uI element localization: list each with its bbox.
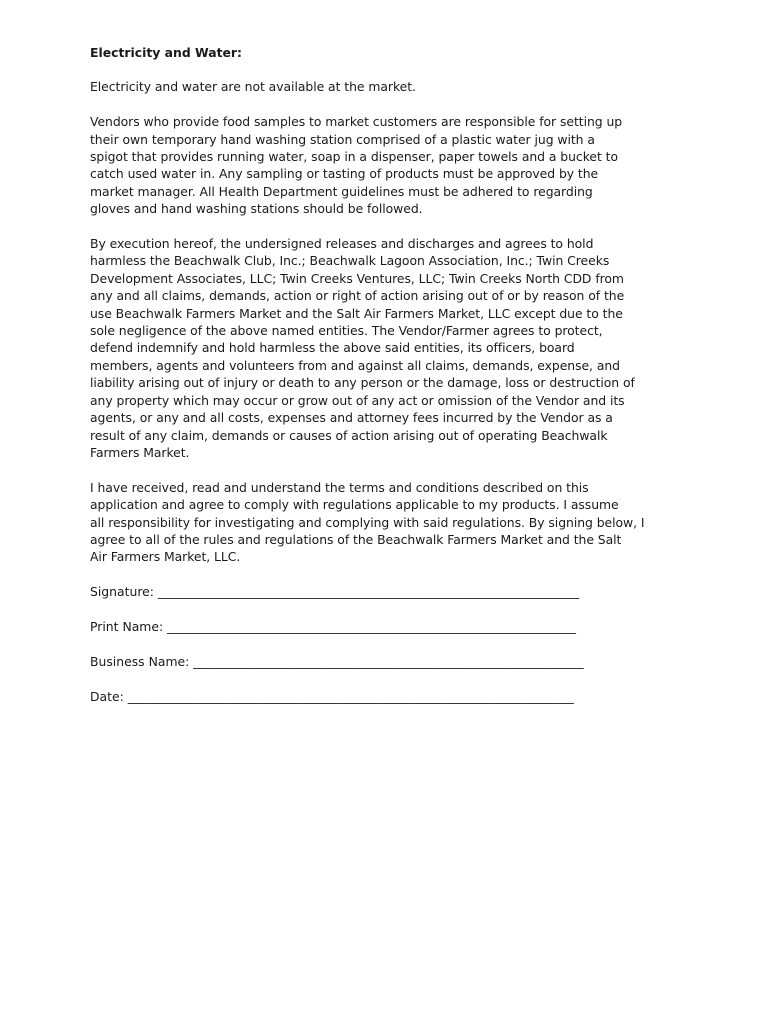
text-line: catch used water in. Any sampling or tasting of products must be approved by the: [90, 166, 599, 182]
text-line: application and agree to comply with regulations applicable to my products. I assume: [90, 497, 619, 513]
text-line: defend indemnify and hold harmless the above said entities, its officers, board: [90, 340, 575, 356]
paragraph-food-samples: [90, 113, 690, 217]
text-line: any and all claims, demands, action or right of action arising out of or by reason of the: [90, 288, 625, 304]
text-line: any property which may occur or grow out of any act or omission of the Vendor and its: [90, 392, 625, 408]
section-heading: Electricity and Water:: [90, 45, 242, 60]
text-line: I have received, read and understand the terms and conditions described on this: [90, 479, 589, 495]
text-line: result of any claim, demands or causes of action arising out of operating Beachwalk: [90, 427, 608, 443]
text-line: Electricity and water are not available at the market.: [90, 79, 416, 95]
text-line: Air Farmers Market, LLC.: [90, 549, 241, 565]
text-line: Development Associates, LLC; Twin Creeks Ventures, LLC; Twin Creeks North CDD from: [90, 270, 624, 286]
text-line: gloves and hand washing stations should be followed.: [90, 201, 423, 217]
text-line: liability arising out of injury or death to any person or the damage, loss or destruction of: [90, 375, 635, 391]
text-line: By execution hereof, the undersigned releases and discharges and agrees to hold: [90, 236, 594, 252]
paragraph-availability: [90, 78, 690, 95]
document-page: [90, 44, 690, 722]
paragraph-acknowledgement: [90, 479, 690, 566]
text-line: agree to all of the rules and regulations of the Beachwalk Farmers Market and the Salt: [90, 531, 622, 547]
print-name-field[interactable]: Print Name: __________________________________________________________________: [90, 618, 576, 634]
text-line: harmless the Beachwalk Club, Inc.; Beachwalk Lagoon Association, Inc.; Twin Creeks: [90, 253, 610, 269]
text-line: use Beachwalk Farmers Market and the Salt Air Farmers Market, LLC except due to the: [90, 305, 623, 321]
text-line: market manager. All Health Department guidelines must be adhered to regarding: [90, 183, 593, 199]
text-line: all responsibility for investigating and complying with said regulations. By signing below, I: [90, 514, 645, 530]
text-line: spigot that provides running water, soap in a dispenser, paper towels and a bucket to: [90, 149, 618, 165]
text-line: their own temporary hand washing station comprised of a plastic water jug with a: [90, 131, 595, 147]
text-line: agents, or any and all costs, expenses and attorney fees incurred by the Vendor as a: [90, 410, 613, 426]
business-name-field[interactable]: Business Name: _______________________________________________________________: [90, 653, 584, 669]
text-line: sole negligence of the above named entities. The Vendor/Farmer agrees to protect,: [90, 323, 603, 339]
text-line: members, agents and volunteers from and against all claims, demands, expense, and: [90, 357, 621, 373]
text-line: Vendors who provide food samples to market customers are responsible for setting up: [90, 114, 623, 130]
signature-field[interactable]: Signature: ____________________________________________________________________: [90, 584, 580, 600]
paragraph-release: [90, 235, 690, 461]
text-line: Farmers Market.: [90, 444, 190, 460]
date-field[interactable]: Date: ________________________________________________________________________: [90, 688, 574, 704]
